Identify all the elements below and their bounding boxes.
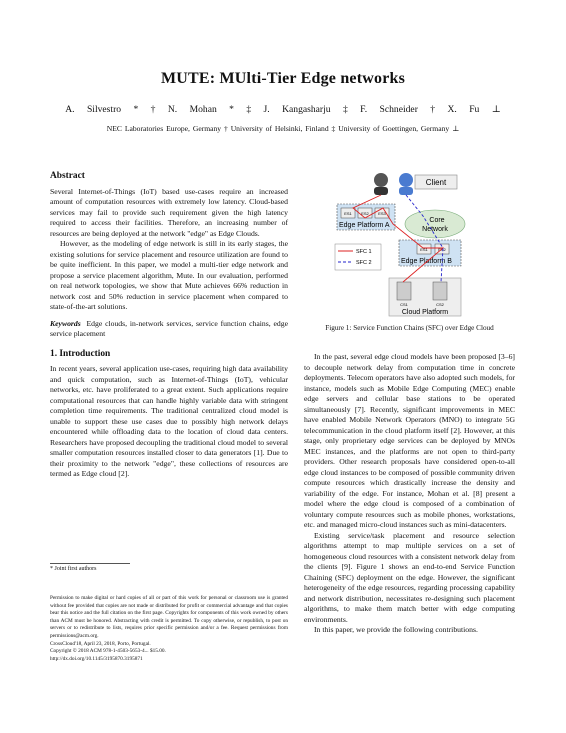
user-icon — [374, 173, 388, 187]
right-paragraph-1: In the past, several edge cloud models have been proposed [3–6] to decouple network delay from computation time in concrete deployments. Telecom operators have also adopted such models, for instance, models such as Mobile Edge Computing (MEC) enable edge servers and cellular base stations to be operated simultaneously [7]. Recently, significant improvements in MEC have enabled Mobile Network Operators (MNO) to integrate 5G telecommunication in the cloud platform itself [2]. However, at this stage, only proprietary edge services can be deployed by MNOs MEC instances, and the platforms are not open to third-party providers. Other research proposals have considered open-to-all edge cloud instances to be composed of possible community driven compute resources which drastically increase the density and variability of the edge. For instance, Mohan et al. [8] present a model where the edge cloud is composed of a combination of voluntary compute resources such as mobile phones, workstations, etc. and managed micro-cloud instances such as mini-datacenters. — [304, 352, 515, 529]
abstract-paragraph-1: Several Internet-of-Things (IoT) based use-cases require an increased amount of computation resources with extremely low latency. Cloud-based services may fail to provide such requirement given the high latency required to access their facilities. Therefore, an increasing number of resources are being deployed at the network "edge" as Edge Clouds. — [50, 186, 288, 238]
legend-sfc1-label: SFC 1 — [356, 249, 372, 255]
figure-caption: Figure 1: Service Function Chains (SFC) over Edge Cloud — [325, 324, 494, 332]
legend-sfc2-label: SFC 2 — [356, 260, 372, 266]
cs1-label: CS1 — [400, 302, 408, 307]
client-label: Client — [425, 178, 447, 187]
copyright-line: Copyright © 2018 ACM 978-1-4503-5653-4... $15.00. — [50, 648, 166, 655]
eb1-label: ES1 — [420, 247, 428, 252]
right-paragraph-2: Existing service/task placement and resource selection algorithms attempt to map multiple services on a set of homogeneous cloud resources with a consistent network delay from the clients [9]. Figure 1 shows an end-to-end Service Function Chaining (SFC) deployment on the edge. However, the significant heterogeneity of the edge resources, regarding processing capability and network distribution, necessitates re-designing such placement algorithms, to make them match better with edge computing environments. — [304, 530, 515, 624]
permission-block — [50, 595, 288, 663]
footnote-rule — [50, 563, 130, 564]
eb2-label: ES2 — [438, 247, 446, 252]
server-cs2 — [433, 282, 447, 300]
user-body-icon-2 — [399, 187, 413, 195]
venue-line: CrossCloud'18, April 23, 2018, Porto, Portugal. — [50, 640, 151, 647]
user-body-icon — [374, 187, 388, 195]
edge-a-label: Edge Platform A — [339, 222, 390, 229]
left-column — [50, 171, 288, 480]
right-column — [304, 352, 515, 636]
es1-label: ES1 — [344, 211, 352, 216]
affiliations: NEC Laboratories Europe, Germany † University of Helsinki, Finland ‡ University of Goettingen, Germany ⊥ — [106, 124, 460, 133]
core-label: Core — [429, 217, 445, 224]
user-icon-2 — [399, 173, 413, 187]
abstract-heading: Abstract — [50, 171, 85, 181]
figure-legend — [335, 244, 381, 270]
footnote: * Joint first authors — [50, 566, 97, 572]
cs2-label: CS2 — [436, 302, 444, 307]
sfc-figure — [333, 168, 483, 320]
keywords-label: Keywords — [50, 318, 81, 328]
paper-title: MUTE: MUlti-Tier Edge networks — [160, 70, 406, 87]
server-cs1 — [397, 282, 411, 300]
edge-b-label: Edge Platform B — [401, 258, 452, 265]
cloud-label: Cloud Platform — [401, 309, 449, 316]
es2-label: ES2 — [361, 211, 369, 216]
network-label: Network — [422, 226, 448, 233]
intro-paragraph-1: In recent years, several application use-cases, requiring high data availability and quick computation, such as Internet-of-Things (IoT), vehicular networks, etc. have proliferated to a great extent. Such applications require computational resources that can handle highly variable data with stringent completion time requirements. The traditional centralized cloud model is unable to support these use cases due to possibly high network delays encountered while offloading data to the location of cloud data centers. Researchers have proposed decoupling the traditional cloud model to several smaller computation resources installed closer to data generators [1]. Due to their proximity to the network "edge", these collections of resources are termed as Edge cloud [2]. — [50, 364, 288, 478]
author-list: A. Silvestro * † N. Mohan * ‡ J. Kangasharju ‡ F. Schneider † X. Fu ⊥ — [65, 104, 501, 115]
abstract-paragraph-2: However, as the modeling of edge network is still in its early stages, the existing solutions for service placement and resource utilization are found to be quite inefficient. In this paper, we model a multi-tier edge network and propose a service placement algorithm, Mute. In our evaluation, performed on real network topologies, we show that Mute achieves 66% reduction in network cost and 50% reduction in service placement when compared to state-of-the-art solutions. — [50, 239, 288, 311]
keywords-text: Edge clouds, in-network services, service function chains, edge service placement — [50, 318, 288, 338]
core-network-cloud — [405, 210, 465, 238]
permission-text: Permission to make digital or hard copies of all or part of this work for personal or classroom use is granted without fee provided that copies are not made or distributed for profit or commercial advantage and that copies bear this notice and the full citation on the first page. Copyrights for components of this work owned by others than ACM must be honored. Abstracting with credit is permitted. To copy otherwise, or republish, to post on servers or to redistribute to lists, requires prior specific permission and/or a fee. Request permissions from permissions@acm.org. — [50, 595, 288, 639]
keywords — [50, 319, 288, 340]
es3-label: ES3 — [378, 211, 386, 216]
intro-heading: 1. Introduction — [50, 348, 111, 359]
doi-line: http://dx.doi.org/10.1145/3195870.3195871 — [50, 655, 143, 662]
right-paragraph-3: In this paper, we provide the following contributions. — [314, 625, 478, 634]
